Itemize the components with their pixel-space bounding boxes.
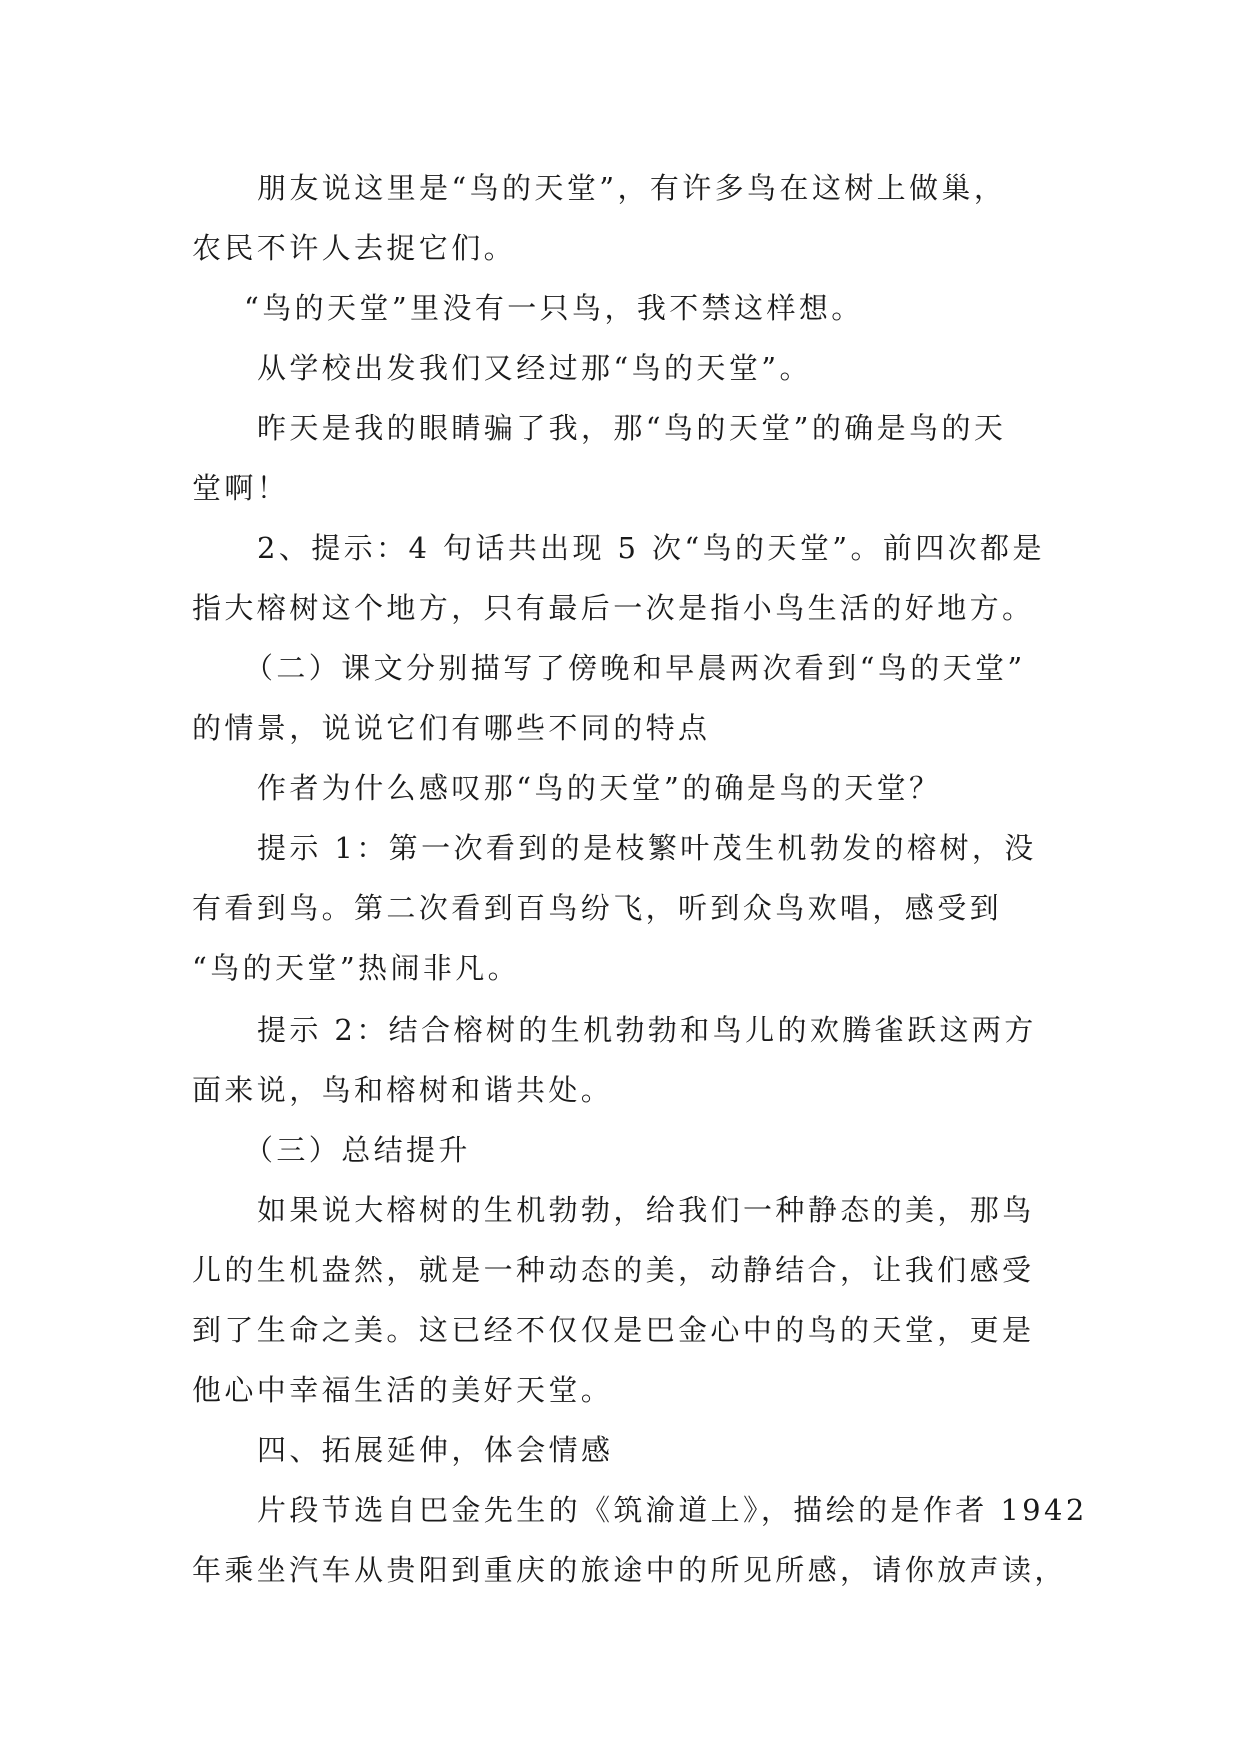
- paragraph-line: 到了生命之美。这已经不仅仅是巴金心中的鸟的天堂，更是: [192, 1313, 1035, 1347]
- paragraph-line: 他心中幸福生活的美好天堂。: [192, 1373, 614, 1407]
- paragraph-line: 从学校出发我们又经过那“鸟的天堂”。: [257, 351, 812, 385]
- paragraph-line: 堂啊！: [192, 471, 290, 505]
- paragraph-line: 昨天是我的眼睛骗了我，那“鸟的天堂”的确是鸟的天: [257, 411, 1007, 445]
- paragraph-line: 农民不许人去捉它们。: [192, 231, 517, 265]
- paragraph-line: “鸟的天堂”里没有一只鸟，我不禁这样想。: [244, 291, 864, 325]
- section-heading: （三）总结提升: [244, 1133, 471, 1167]
- paragraph-line: 如果说大榕树的生机勃勃，给我们一种静态的美，那鸟: [257, 1193, 1035, 1227]
- paragraph-line: 年乘坐汽车从贵阳到重庆的旅途中的所见所感，请你放声读，: [192, 1553, 1067, 1587]
- paragraph-line: 指大榕树这个地方，只有最后一次是指小鸟生活的好地方。: [192, 591, 1035, 625]
- section-heading: 四、拓展延伸，体会情感: [257, 1433, 614, 1467]
- paragraph-line: 作者为什么感叹那“鸟的天堂”的确是鸟的天堂？: [257, 771, 942, 805]
- paragraph-line: 提示 1：第一次看到的是枝繁叶茂生机勃发的榕树，没: [257, 831, 1037, 865]
- paragraph-line: 提示 2：结合榕树的生机勃勃和鸟儿的欢腾雀跃这两方: [257, 1013, 1037, 1047]
- paragraph-line: 片段节选自巴金先生的《筑渝道上》，描绘的是作者 1942: [257, 1493, 1088, 1527]
- section-heading: （二）课文分别描写了傍晚和早晨两次看到“鸟的天堂”: [244, 651, 1026, 685]
- paragraph-line: “鸟的天堂”热闹非凡。: [192, 951, 521, 985]
- paragraph-line: 2、提示：4 句话共出现 5 次“鸟的天堂”。前四次都是: [257, 531, 1045, 565]
- paragraph-line: 有看到鸟。第二次看到百鸟纷飞，听到众鸟欢唱，感受到: [192, 891, 1003, 925]
- paragraph-line: 朋友说这里是“鸟的天堂”，有许多鸟在这树上做巢，: [257, 171, 1007, 205]
- paragraph-line: 的情景，说说它们有哪些不同的特点: [192, 711, 711, 745]
- paragraph-line: 儿的生机盎然，就是一种动态的美，动静结合，让我们感受: [192, 1253, 1035, 1287]
- paragraph-line: 面来说，鸟和榕树和谐共处。: [192, 1073, 614, 1107]
